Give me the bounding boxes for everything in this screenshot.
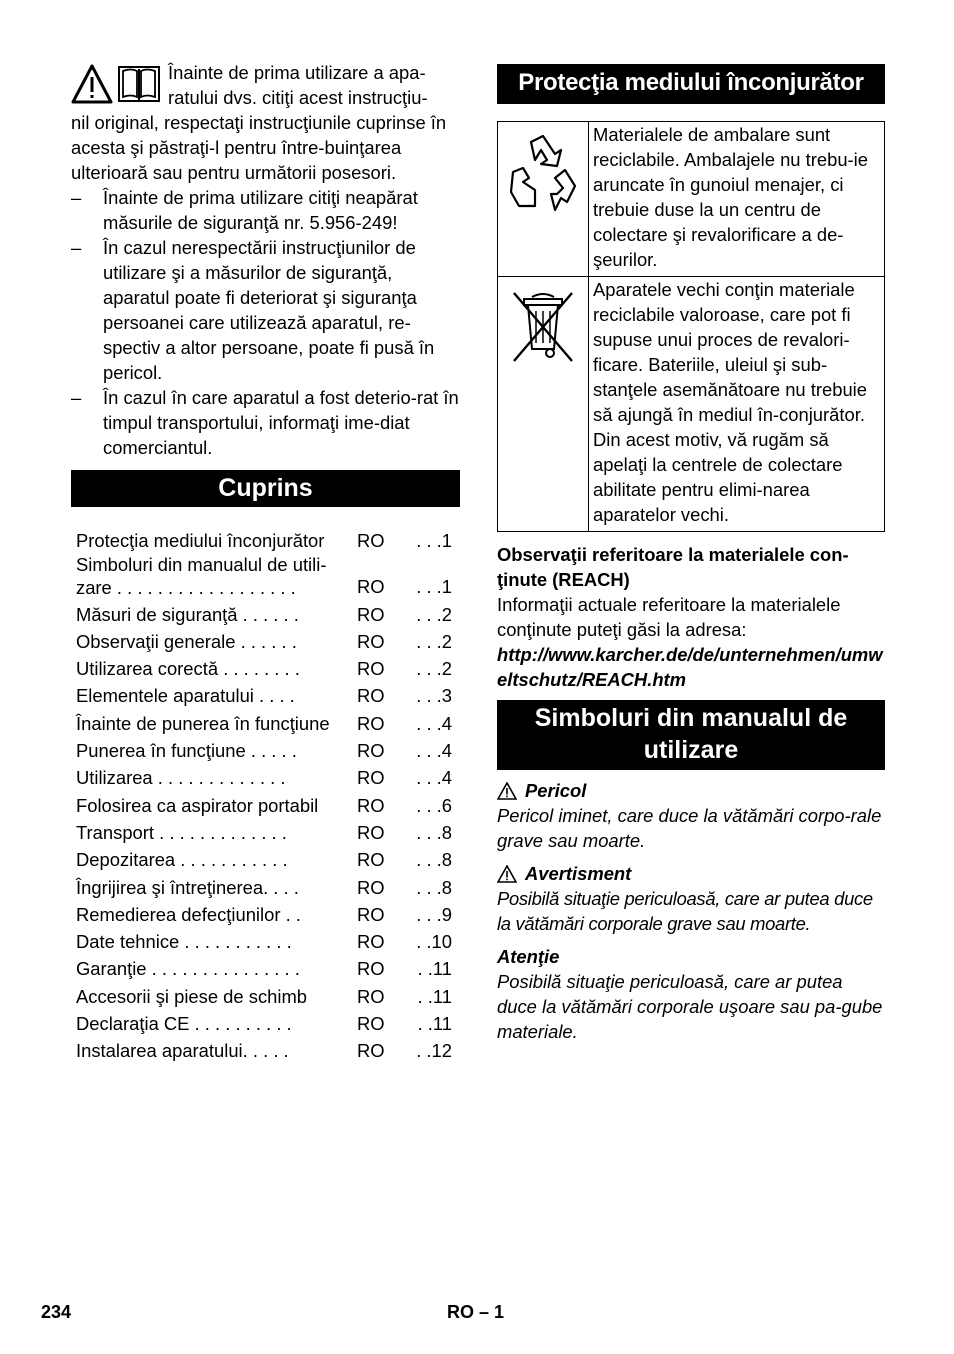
toc-page: . . .1 <box>416 530 452 552</box>
toc-title: Instalarea aparatului <box>76 1040 243 1062</box>
env-table <box>497 121 885 532</box>
symbol-text: Posibilă situaţie periculoasă, care ar putea duce la vătămări corporale uşoare sau pa-gube materiale. <box>497 971 883 1042</box>
toc-lang: RO <box>357 603 385 625</box>
env-text: Aparatele vechi conţin materiale reciclabile valoroase, care pot fi supuse unui proces de revalori-ficare. Bateriile, uleiul şi sub-stanţele asemănătoare nu trebuie să ajungă în mediul în-conjurător. Din acest motiv, vă rugăm să apelaţi la centrele de colectare abilitate pentru elimi-narea aparatelor vechi. <box>589 277 885 532</box>
toc-page: . . .3 <box>416 685 452 707</box>
symbol-text: Posibilă situaţie periculoasă, care ar putea duce la vătămări corporale grave sau moarte. <box>497 888 873 934</box>
toc-row[interactable] <box>71 1036 460 1063</box>
toc-dots: . . . . . . . . . . . <box>175 849 288 871</box>
toc-title: Utilizarea corectă <box>76 658 219 680</box>
toc-dots: . . . . . . <box>237 603 299 625</box>
toc-title: Observaţii generale <box>76 630 236 652</box>
symbols-heading: Simboluri din manualul de utilizare <box>497 700 885 770</box>
toc-row[interactable] <box>71 708 460 735</box>
warning-triangle-icon <box>497 865 517 883</box>
left-column <box>71 60 460 1063</box>
toc-page: . . .1 <box>416 576 452 598</box>
toc-title: Date tehnice <box>76 931 180 953</box>
toc-lang: RO <box>357 903 385 925</box>
toc-page: . . .8 <box>416 821 452 843</box>
toc-row[interactable] <box>71 736 460 763</box>
env-heading: Protecţia mediului înconjurător <box>497 64 885 104</box>
toc-title: Folosirea ca aspirator portabil <box>76 794 319 816</box>
symbol-avertisment-heading <box>497 861 885 886</box>
toc-dots: . . . . . <box>242 1040 289 1062</box>
toc-title: Utilizarea <box>76 767 153 789</box>
symbol-label: Avertisment <box>525 863 632 884</box>
env-text: Materialele de ambalare sunt reciclabile. Ambalajele nu trebu-ie aruncate în gunoiul menajer, ci trebuie duse la un centru de colectare şi revalorificare a de-şeurilor. <box>589 122 885 277</box>
env-icon-cell <box>498 122 589 277</box>
env-row <box>498 277 885 532</box>
bullet-item: – În cazul nerespectării instrucţiunilor de utilizare şi a măsurilor de siguranţă, aparatul poate fi deteriorat şi siguranţa persoanei care utilizează aparatul, re-spectiv a altor persoane, poate fi pusă în pericol. <box>71 235 460 385</box>
toc-dots: . . . . . . . . . . . . . . . <box>146 958 300 980</box>
toc-title: Declaraţia CE <box>76 1013 190 1035</box>
toc-page: . .11 <box>417 958 452 980</box>
toc-page: . . .9 <box>416 903 452 925</box>
toc-row[interactable] <box>71 927 460 954</box>
toc-dots: . . . . . . . . . . . . . <box>152 767 286 789</box>
toc-row[interactable] <box>71 599 460 626</box>
toc-dots: . . . . . . . . . . <box>189 1013 292 1035</box>
toc-title: Măsuri de siguranţă <box>76 603 238 625</box>
toc-row[interactable] <box>71 553 460 599</box>
warning-triangle-icon <box>71 63 113 105</box>
toc-title-line1: Simboluri din manualul de utili- <box>76 554 327 576</box>
crossed-bin-icon <box>508 287 578 365</box>
toc-page: . . .8 <box>416 849 452 871</box>
toc-title: Elementele aparatului <box>76 685 254 707</box>
toc-row[interactable] <box>71 681 460 708</box>
intro-text-line2: ratului dvs. citiţi acest instrucţiu- <box>168 87 428 108</box>
symbol-pericol-heading <box>497 778 885 803</box>
toc-dots: . . . . . . . . . . . . . <box>154 821 287 843</box>
toc-title: Accesorii şi piese de schimb <box>76 985 307 1007</box>
toc-lang: RO <box>357 712 385 734</box>
toc-lang: RO <box>357 740 385 762</box>
symbol-atentie-heading <box>497 944 885 969</box>
toc-lang: RO <box>357 985 385 1007</box>
toc-row[interactable] <box>71 627 460 654</box>
toc-page: . . .8 <box>416 876 452 898</box>
toc-row[interactable] <box>71 900 460 927</box>
toc-title: Îngrijirea şi întreţinerea <box>76 876 264 898</box>
toc-row[interactable] <box>71 526 460 553</box>
toc-row[interactable] <box>71 1009 460 1036</box>
toc-page: . .10 <box>416 931 452 953</box>
warning-triangle-icon <box>497 782 517 800</box>
toc-lang: RO <box>357 685 385 707</box>
toc-page: . .11 <box>417 985 452 1007</box>
env-icon-cell <box>498 277 589 532</box>
toc-title: Remedierea defecţiunilor <box>76 903 281 925</box>
toc-dots: . . . . . . . . . . . <box>179 931 292 953</box>
toc-lang: RO <box>357 876 385 898</box>
intro-bullets <box>71 185 460 460</box>
toc-title: Depozitarea <box>76 849 176 871</box>
toc-lang: RO <box>357 1040 385 1062</box>
bullet-item: – Înainte de prima utilizare citiţi neapărat măsurile de siguranţă nr. 5.956-249! <box>71 185 460 235</box>
footer-lang-page: RO – 1 <box>447 1302 505 1322</box>
intro <box>71 60 460 185</box>
toc-dots: . . . . <box>263 876 299 898</box>
toc-title: Înainte de punerea în funcţiune <box>76 712 330 734</box>
toc-lang: RO <box>357 530 385 552</box>
toc-page: . . .4 <box>416 740 452 762</box>
toc-lang: RO <box>357 576 385 598</box>
toc-lang: RO <box>357 821 385 843</box>
toc-dots: . . <box>280 903 301 925</box>
reach-heading: Observaţii referitoare la materialele con-ţinute (REACH) <box>497 544 849 590</box>
bullet-item: – În cazul în care aparatul a fost deterio-rat în timpul transportului, informaţi ime-diat comerciantul. <box>71 385 460 460</box>
toc-title: Transport <box>76 821 155 843</box>
intro-icons <box>71 63 163 107</box>
toc-page: . . .4 <box>416 712 452 734</box>
toc-lang: RO <box>357 767 385 789</box>
toc-lang: RO <box>357 630 385 652</box>
env-row <box>498 122 885 277</box>
toc-dots: . . . . . . <box>235 630 297 652</box>
toc-dots: . . . . . . . . . . . . . . . . . . <box>111 577 296 599</box>
right-column <box>497 64 885 1044</box>
toc-dots: . . . . <box>253 685 295 707</box>
intro-text-line1: Înainte de prima utilizare a apa- <box>168 62 426 83</box>
toc-lang: RO <box>357 849 385 871</box>
toc-page: . .12 <box>416 1040 452 1062</box>
symbol-label: Atenţie <box>497 946 560 967</box>
toc-row[interactable] <box>71 845 460 872</box>
toc-row[interactable] <box>71 872 460 899</box>
toc-lang: RO <box>357 958 385 980</box>
reach-text: Informaţii actuale referitoare la materialele conţinute puteţi găsi la adresa: <box>497 594 841 640</box>
toc-row[interactable] <box>71 954 460 981</box>
toc-lang: RO <box>357 794 385 816</box>
toc-page: . . .6 <box>416 794 452 816</box>
toc-dots: . . . . . <box>245 740 297 762</box>
intro-text-rest: nil original, respectaţi instrucţiunile cuprinse în acesta şi păstraţi-l pentru între-buinţarea ulterioară sau pentru următorii posesori. <box>71 112 447 183</box>
toc-page: . . .4 <box>416 767 452 789</box>
reach-link[interactable]: http://www.karcher.de/de/unternehmen/umweltschutz/REACH.htm <box>497 644 883 690</box>
toc-row[interactable] <box>71 818 460 845</box>
toc-title: Punerea în funcţiune <box>76 740 246 762</box>
toc-table <box>71 526 460 1063</box>
toc-page: . .11 <box>417 1013 452 1035</box>
toc-page: . . .2 <box>416 603 452 625</box>
toc-lang: RO <box>357 1013 385 1035</box>
toc-row[interactable] <box>71 790 460 817</box>
toc-lang: RO <box>357 658 385 680</box>
toc-title: Garanţie <box>76 958 147 980</box>
toc-page: . . .2 <box>416 658 452 680</box>
toc-row[interactable] <box>71 981 460 1008</box>
symbol-label: Pericol <box>525 780 587 801</box>
toc-title: zare <box>76 577 112 599</box>
toc-row[interactable] <box>71 654 460 681</box>
toc-title: Protecţia mediului înconjurător <box>76 530 325 552</box>
symbol-text: Pericol iminet, care duce la vătămări corpo-rale grave sau moarte. <box>497 805 882 851</box>
recycle-icon <box>505 132 581 212</box>
page-number: 234 <box>41 1302 72 1322</box>
toc-heading: Cuprins <box>71 470 460 507</box>
toc-dots: . . . . . . . . <box>218 658 300 680</box>
toc-page: . . .2 <box>416 630 452 652</box>
toc-row[interactable] <box>71 763 460 790</box>
toc-lang: RO <box>357 931 385 953</box>
manual-book-icon <box>117 63 161 105</box>
